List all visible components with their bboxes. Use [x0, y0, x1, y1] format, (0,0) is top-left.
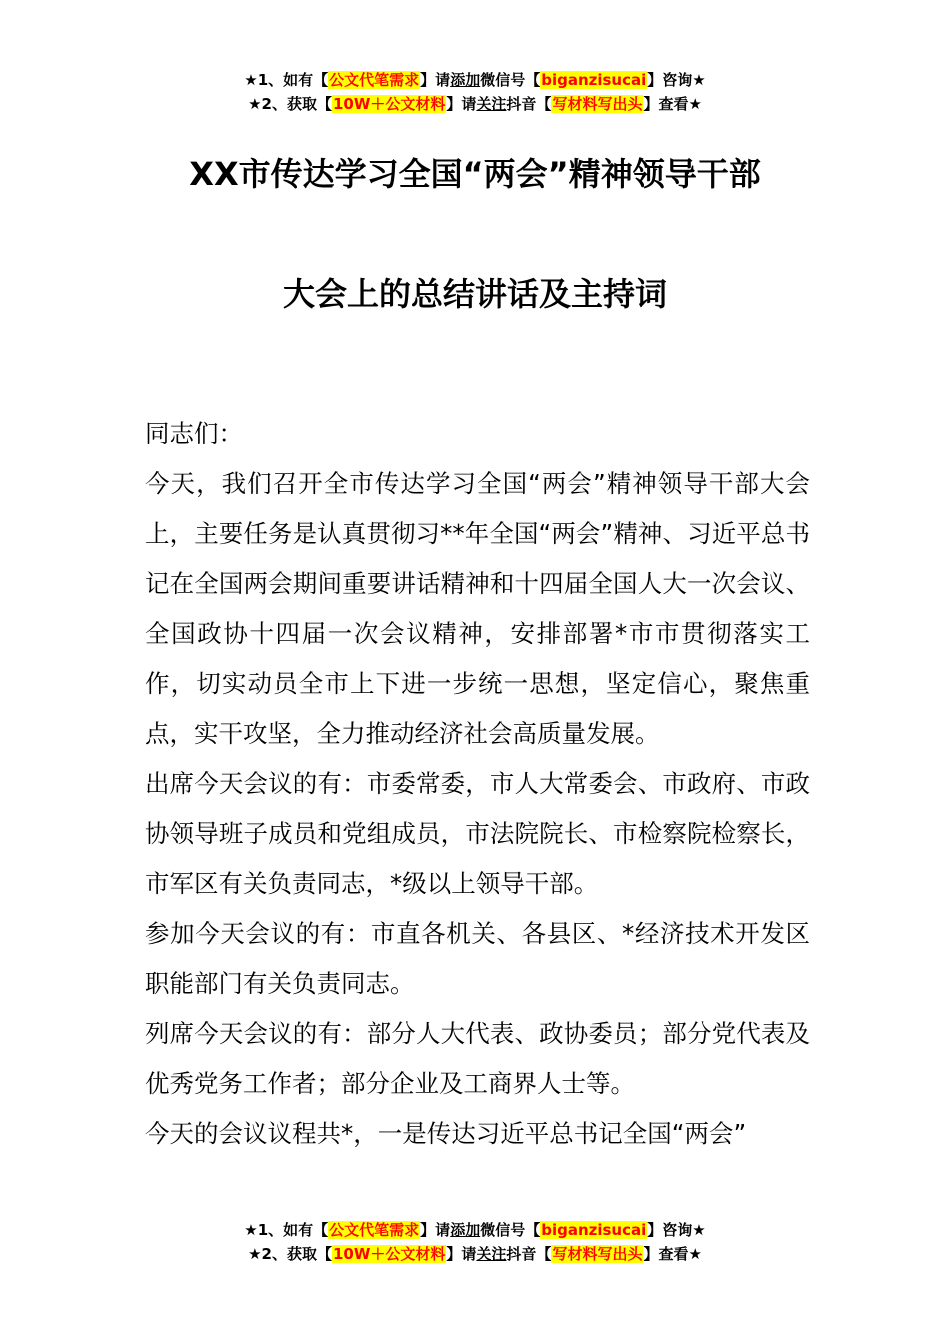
banner-line-1: [0, 68, 950, 92]
banner-line-2: [0, 92, 950, 116]
banner-line-1: [0, 1218, 950, 1242]
document-title-line-2: 大会上的总结讲话及主持词: [282, 275, 667, 313]
banner-text: 】请: [420, 1221, 451, 1239]
banner-text: 】请: [446, 1245, 477, 1263]
banner-text: ★1、如有【: [244, 71, 329, 89]
paragraph: 列席今天会议的有：部分人大代表、政协委员；部分党代表及优秀党务工作者；部分企业及工商界人士等。: [145, 1019, 810, 1098]
paragraph: 出席今天会议的有：市委常委，市人大常委会、市政府、市政协领导班子成员和党组成员，市法院院长、市检察院检察长，市军区有关负责同志，*级以上领导干部。: [145, 769, 810, 898]
banner-highlight: biganzisucai: [541, 71, 647, 89]
banner-text: 微信号【: [480, 1221, 541, 1239]
banner-emphasis: 关注: [476, 95, 507, 113]
banner-emphasis: 添加: [450, 1221, 481, 1239]
banner-text: 抖音【: [506, 1245, 552, 1263]
paragraph-salutation: 同志们：: [145, 419, 243, 448]
banner-text: 】请: [420, 71, 451, 89]
document-body: [145, 409, 810, 1159]
banner-highlight: 公文代笔需求: [329, 71, 420, 89]
banner-text: 微信号【: [480, 71, 541, 89]
banner-text: 】查看★: [643, 1245, 702, 1263]
header-banner: [0, 68, 950, 116]
banner-emphasis: 关注: [476, 1245, 507, 1263]
document-title-line-1: XX市传达学习全国“两会”精神领导干部: [189, 155, 761, 193]
paragraph: 今天，我们召开全市传达学习全国“两会”精神领导干部大会上，主要任务是认真贯彻习**年全国“两会”精神、习近平总书记在全国两会期间重要讲话精神和十四届全国人大一次会议、全国政协十四届一次会议精神，安排部署*市市贯彻落实工作，切实动员全市上下进一步统一思想，坚定信心，聚焦重点，实干攻坚，全力推动经济社会高质量发展。: [145, 469, 810, 748]
banner-text: 】咨询★: [647, 71, 706, 89]
banner-highlight: 写材料写出头: [552, 1245, 643, 1263]
banner-highlight: 写材料写出头: [552, 95, 643, 113]
banner-line-2: [0, 1242, 950, 1266]
banner-highlight: 10W＋公文材料: [332, 95, 446, 113]
paragraph: 今天的会议议程共*，一是传达习近平总书记全国“两会”: [145, 1119, 747, 1148]
banner-highlight: biganzisucai: [541, 1221, 647, 1239]
banner-text: 抖音【: [506, 95, 552, 113]
banner-highlight: 10W＋公文材料: [332, 1245, 446, 1263]
banner-text: 】请: [446, 95, 477, 113]
paragraph: 参加今天会议的有：市直各机关、各县区、*经济技术开发区职能部门有关负责同志。: [145, 919, 810, 998]
banner-text: ★1、如有【: [244, 1221, 329, 1239]
banner-text: ★2、获取【: [248, 1245, 332, 1263]
banner-text: ★2、获取【: [248, 95, 332, 113]
footer-banner: [0, 1218, 950, 1266]
banner-text: 】咨询★: [647, 1221, 706, 1239]
banner-highlight: 公文代笔需求: [329, 1221, 420, 1239]
banner-text: 】查看★: [643, 95, 702, 113]
banner-emphasis: 添加: [450, 71, 481, 89]
